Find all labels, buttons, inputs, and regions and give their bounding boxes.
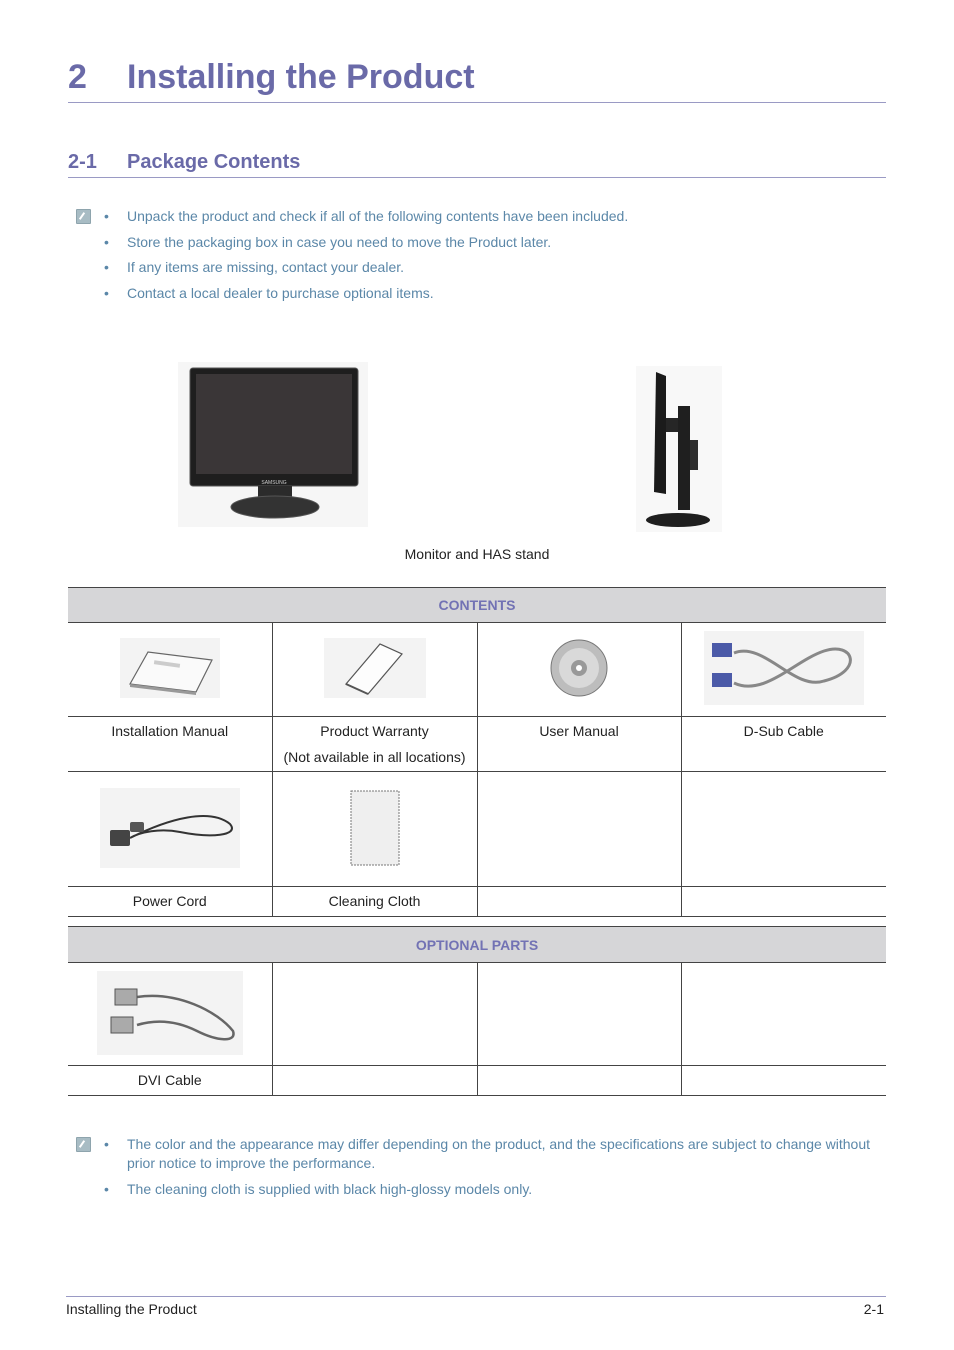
bottom-note-2: • The cleaning cloth is supplied with black high-glossy models only. [104, 1181, 533, 1197]
optional-empty-cell-3 [681, 963, 886, 1066]
power-cord-image [100, 788, 240, 868]
cleaning-cloth-icon [349, 789, 401, 867]
contents-table [68, 587, 886, 917]
bottom-note-1: • The color and the appearance may differ depending on the product, and the specifications are subject to change without prior notice to improve the performance. [104, 1136, 871, 1171]
power-cord-cell [68, 772, 272, 887]
cleaning-cloth-label: Cleaning Cloth [272, 887, 477, 917]
contents-empty-cell-2 [681, 772, 886, 887]
section-rule [68, 177, 886, 178]
user-manual-label: User Manual [477, 717, 681, 772]
user-manual-image [549, 637, 609, 699]
product-warranty-cell [272, 623, 477, 717]
optional-empty-label-1 [272, 1066, 477, 1096]
monitor-brand-label: SAMSUNG [261, 480, 287, 486]
intro-notes-list [104, 207, 887, 303]
monitor-front-illustration [178, 362, 368, 527]
monitor-caption: Monitor and HAS stand [404, 546, 550, 562]
intro-note-1: • Unpack the product and check if all of the following contents have been included. [104, 208, 629, 224]
optional-empty-label-3 [681, 1066, 886, 1096]
warranty-availability-note: (Not available in all locations) [283, 749, 466, 765]
dvi-cable-icon [97, 971, 243, 1055]
installation-manual-label: Installation Manual [68, 717, 272, 772]
dvi-cable-label: DVI Cable [68, 1066, 272, 1096]
chapter-number: 2 [68, 58, 87, 96]
installation-manual-image [120, 638, 220, 698]
dsub-cable-image [704, 631, 864, 705]
warranty-booklet-icon [324, 638, 426, 698]
dvi-cable-cell [68, 963, 272, 1066]
note-icon [76, 209, 91, 224]
cleaning-cloth-cell [272, 772, 477, 887]
product-warranty-image [324, 638, 426, 698]
optional-empty-cell-1 [272, 963, 477, 1066]
user-manual-cell [477, 623, 681, 717]
monitor-side-image [636, 366, 722, 532]
installation-manual-cell [68, 623, 272, 717]
optional-parts-header: OPTIONAL PARTS [68, 927, 886, 963]
dsub-cable-cell [681, 623, 886, 717]
chapter-title: Installing the Product [127, 58, 475, 96]
power-cord-label: Power Cord [68, 887, 272, 917]
cd-disc-icon [549, 637, 609, 699]
note-icon [76, 1137, 91, 1152]
contents-empty-cell-1 [477, 772, 681, 887]
contents-header: CONTENTS [68, 588, 886, 623]
footer-page-number: 2-1 [863, 1301, 884, 1317]
footer-chapter-title: Installing the Product [66, 1301, 197, 1317]
manual-book-icon [120, 638, 220, 698]
intro-note-3: • If any items are missing, contact your dealer. [104, 259, 405, 275]
intro-note-4: • Contact a local dealer to purchase optional items. [104, 285, 434, 301]
dsub-cable-icon [704, 631, 864, 705]
dsub-cable-label: D-Sub Cable [681, 717, 886, 772]
power-cord-icon [100, 788, 240, 868]
dvi-cable-image [97, 971, 243, 1055]
optional-empty-label-2 [477, 1066, 681, 1096]
monitor-side-illustration [636, 366, 722, 532]
footer-rule [66, 1296, 886, 1297]
monitor-front-image [178, 362, 368, 527]
intro-note-2: • Store the packaging box in case you need to move the Product later. [104, 234, 552, 250]
product-warranty-label: Product Warranty (Not available in all locations) [272, 717, 477, 772]
optional-empty-cell-2 [477, 963, 681, 1066]
chapter-rule [68, 102, 886, 103]
optional-parts-table [68, 926, 886, 1096]
section-title: Package Contents [127, 151, 301, 173]
contents-empty-label-1 [477, 887, 681, 917]
bottom-notes-list [104, 1135, 887, 1199]
section-number: 2-1 [68, 151, 97, 173]
contents-empty-label-2 [681, 887, 886, 917]
cleaning-cloth-image [349, 789, 401, 867]
